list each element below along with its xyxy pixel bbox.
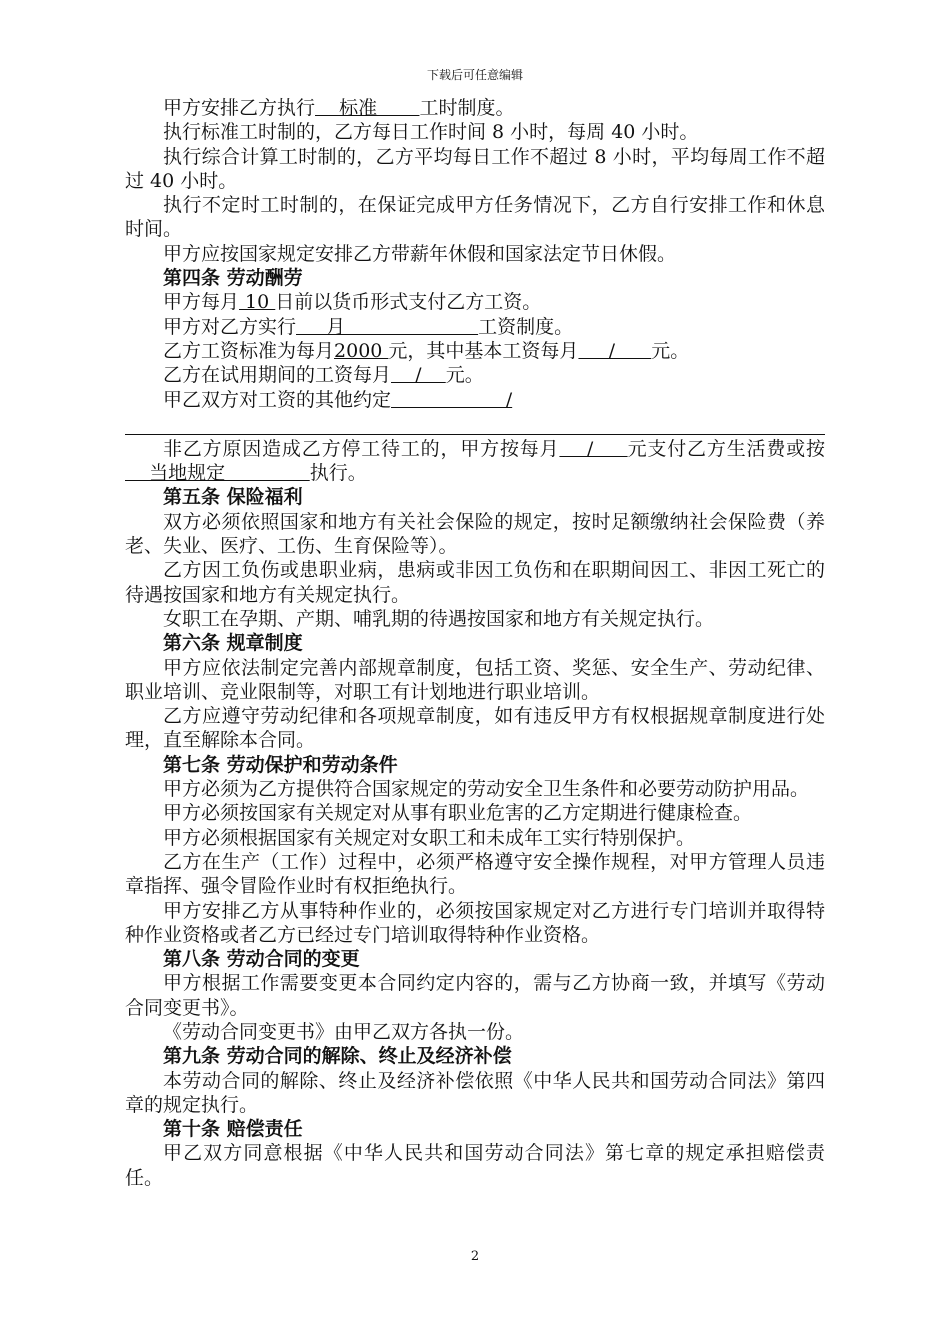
paragraph: 乙方在试用期间的工资每月 / 元。 [163,364,484,387]
paragraph: 执行不定时工时制的，在保证完成甲方任务情况下，乙方自行安排工作和休息时间。 [125,194,825,241]
article-heading: 第四条 劳动酬劳 [163,267,303,290]
document-body [125,96,825,1190]
paragraph: 甲方必须为乙方提供符合国家规定的劳动安全卫生条件和必要劳动防护用品。 [163,778,810,801]
paragraph: 女职工在孕期、产期、哺乳期的待遇按国家和地方有关规定执行。 [163,607,715,630]
filled-blank: / [391,364,446,387]
filled-blank: / [559,437,628,460]
paragraph: 甲方应按国家规定安排乙方带薪年休假和国家法定节日休假。 [163,242,677,265]
paragraph: 甲方安排乙方执行 标准 工时制度。 [163,97,515,119]
paragraph: 《劳动合同变更书》由甲乙双方各执一份。 [163,1020,525,1043]
paragraph: 乙方因工负伤或患职业病，患病或非因工负伤和在职期间因工、非因工死亡的待遇按国家和地方有关规定执行。 [125,559,825,606]
paragraph: 乙方工资标准为每月2000 元，其中基本工资每月 / 元。 [163,339,690,362]
article-heading: 第七条 劳动保护和劳动条件 [163,753,398,776]
paragraph: 甲方必须按国家有关规定对从事有职业危害的乙方定期进行健康检查。 [163,802,753,825]
paragraph: 甲方应依法制定完善内部规章制度，包括工资、奖惩、安全生产、劳动纪律、职业培训、竞业限制等，对职工有计划地进行职业培训。 [125,656,825,703]
paragraph: 甲方对乙方实行 月 工资制度。 [163,315,574,338]
page-header: 下载后可任意编辑 [426,68,523,82]
filled-blank: / [391,388,513,411]
paragraph: 双方必须依照国家和地方有关社会保险的规定，按时足额缴纳社会保险费（养老、失业、医疗、工伤、生育保险等）。 [125,510,825,558]
paragraph: 甲方每月 10 日前以货币形式支付乙方工资。 [163,291,542,314]
paragraph: 甲方必须根据国家有关规定对女职工和未成年工实行特别保护。 [163,826,696,849]
paragraph: 执行综合计算工时制的，乙方平均每日工作不超过 8 小时，平均每周工作不超过 40 小时。 [125,145,825,192]
paragraph: 执行标准工时制的，乙方每日工作时间 8 小时，每周 40 小时。 [163,121,699,144]
filled-blank: 10 [239,291,276,314]
article-heading: 第五条 保险福利 [163,486,303,509]
paragraph: 非乙方原因造成乙方停工待工的，甲方按每月 / 元支付乙方生活费或按 当地规定 执行。 [125,437,825,485]
paragraph: 甲方安排乙方从事特种作业的，必须按国家规定对乙方进行专门培训并取得特种作业资格或者乙方已经过专门培训取得特种作业资格。 [125,899,825,946]
paragraph: 乙方在生产（工作）过程中，必须严格遵守安全操作规程，对甲方管理人员违章指挥、强令冒险作业时有权拒绝执行。 [125,850,825,898]
filled-blank: 标准 [315,97,420,119]
paragraph: 甲方根据工作需要变更本合同约定内容的，需与乙方协商一致，并填写《劳动合同变更书》。 [125,972,825,1019]
paragraph: 甲乙双方对工资的其他约定 / [163,388,513,411]
paragraph: 本劳动合同的解除、终止及经济补偿依照《中华人民共和国劳动合同法》第四章的规定执行。 [125,1069,825,1116]
article-heading: 第八条 劳动合同的变更 [163,948,360,971]
blank-line [125,412,825,435]
filled-blank: 月 [296,315,479,338]
filled-blank: / [578,339,652,362]
page-number: 2 [470,1249,480,1264]
filled-blank: 2000 [334,339,389,362]
article-heading: 第六条 规章制度 [163,632,303,655]
filled-blank: 当地规定 [125,462,310,485]
article-heading: 第十条 赔偿责任 [163,1118,303,1141]
paragraph: 乙方应遵守劳动纪律和各项规章制度，如有违反甲方有权根据规章制度进行处理，直至解除本合同。 [125,705,825,752]
paragraph: 甲乙双方同意根据《中华人民共和国劳动合同法》第七章的规定承担赔偿责任。 [125,1142,825,1189]
article-heading: 第九条 劳动合同的解除、终止及经济补偿 [163,1045,512,1068]
